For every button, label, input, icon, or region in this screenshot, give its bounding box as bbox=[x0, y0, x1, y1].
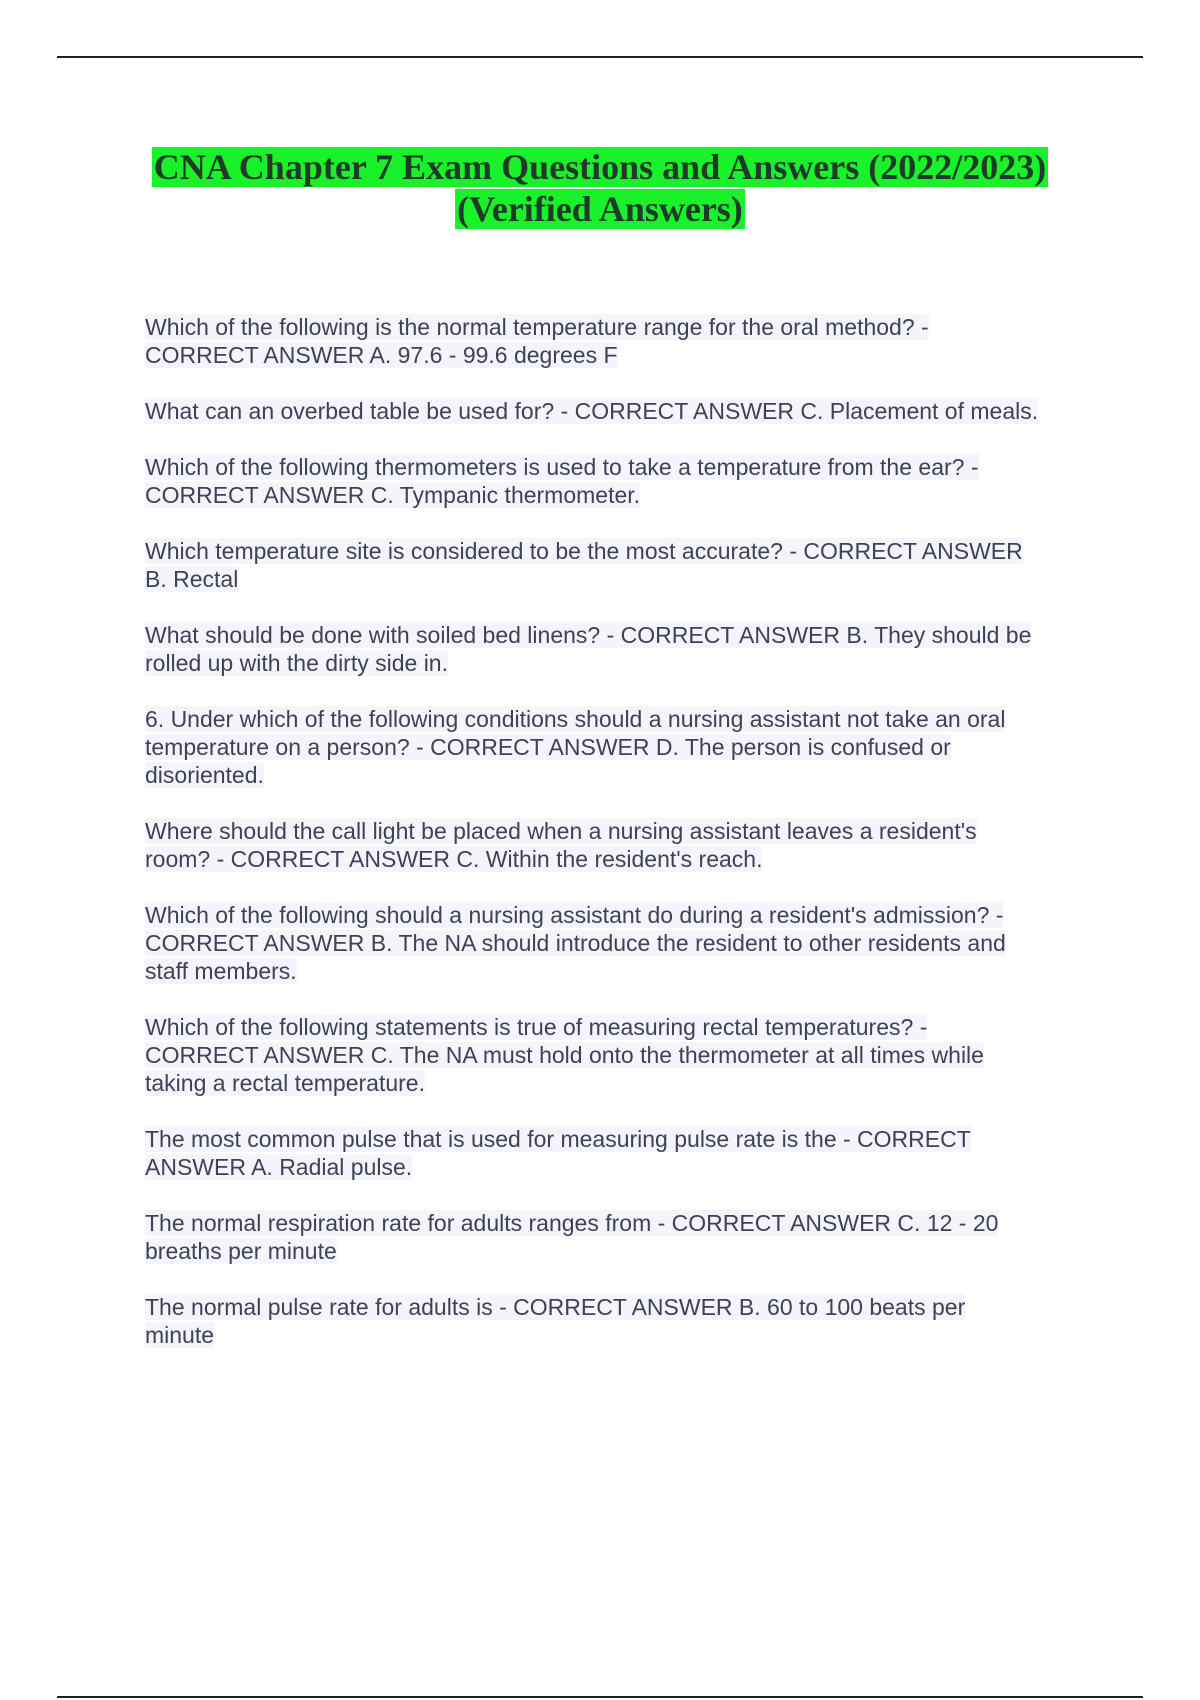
qa-item bbox=[145, 817, 1100, 873]
qa-line: The most common pulse that is used for measuring pulse rate is the - CORRECT bbox=[145, 1126, 971, 1152]
qa-line: Which of the following should a nursing assistant do during a resident's admission? - bbox=[145, 902, 1004, 928]
qa-line: Which of the following is the normal temperature range for the oral method? - bbox=[145, 314, 929, 340]
qa-item bbox=[145, 537, 1100, 593]
qa-line: ANSWER A. Radial pulse. bbox=[145, 1154, 413, 1180]
qa-item bbox=[145, 621, 1100, 677]
qa-line: Where should the call light be placed when a nursing assistant leaves a resident's bbox=[145, 818, 977, 844]
document-title bbox=[0, 146, 1200, 230]
qa-line: What should be done with soiled bed linens? - CORRECT ANSWER B. They should be bbox=[145, 622, 1032, 648]
top-rule bbox=[57, 56, 1143, 58]
qa-item bbox=[145, 901, 1100, 985]
qa-item bbox=[145, 313, 1100, 369]
title-line-1: CNA Chapter 7 Exam Questions and Answers (2022/2023) bbox=[153, 147, 1047, 187]
qa-line: Which of the following statements is true of measuring rectal temperatures? - bbox=[145, 1014, 928, 1040]
bottom-rule bbox=[57, 1696, 1143, 1698]
qa-line: room? - CORRECT ANSWER C. Within the resident's reach. bbox=[145, 846, 763, 872]
qa-line: The normal respiration rate for adults ranges from - CORRECT ANSWER C. 12 - 20 bbox=[145, 1210, 999, 1236]
qa-item bbox=[145, 397, 1100, 425]
qa-item bbox=[145, 1293, 1100, 1349]
qa-line: CORRECT ANSWER B. The NA should introduce the resident to other residents and bbox=[145, 930, 1006, 956]
qa-line: CORRECT ANSWER A. 97.6 - 99.6 degrees F bbox=[145, 342, 618, 368]
qa-line: What can an overbed table be used for? - CORRECT ANSWER C. Placement of meals. bbox=[145, 398, 1039, 424]
qa-line: taking a rectal temperature. bbox=[145, 1070, 425, 1096]
qa-item bbox=[145, 705, 1100, 789]
qa-item bbox=[145, 1125, 1100, 1181]
qa-line: Which of the following thermometers is used to take a temperature from the ear? - bbox=[145, 454, 979, 480]
qa-list bbox=[145, 313, 1100, 1377]
qa-line: The normal pulse rate for adults is - CORRECT ANSWER B. 60 to 100 beats per bbox=[145, 1294, 966, 1320]
qa-line: disoriented. bbox=[145, 762, 264, 788]
title-line-2: (Verified Answers) bbox=[457, 189, 743, 229]
qa-line: 6. Under which of the following conditions should a nursing assistant not take an oral bbox=[145, 706, 1006, 732]
qa-line: CORRECT ANSWER C. The NA must hold onto the thermometer at all times while bbox=[145, 1042, 984, 1068]
qa-line: temperature on a person? - CORRECT ANSWER D. The person is confused or bbox=[145, 734, 951, 760]
qa-item bbox=[145, 1013, 1100, 1097]
qa-line: staff members. bbox=[145, 958, 297, 984]
qa-item bbox=[145, 1209, 1100, 1265]
qa-line: breaths per minute bbox=[145, 1238, 337, 1264]
qa-line: CORRECT ANSWER C. Tympanic thermometer. bbox=[145, 482, 641, 508]
qa-line: Which temperature site is considered to be the most accurate? - CORRECT ANSWER bbox=[145, 538, 1023, 564]
qa-line: minute bbox=[145, 1322, 215, 1348]
qa-line: rolled up with the dirty side in. bbox=[145, 650, 448, 676]
qa-line: B. Rectal bbox=[145, 566, 239, 592]
qa-item bbox=[145, 453, 1100, 509]
